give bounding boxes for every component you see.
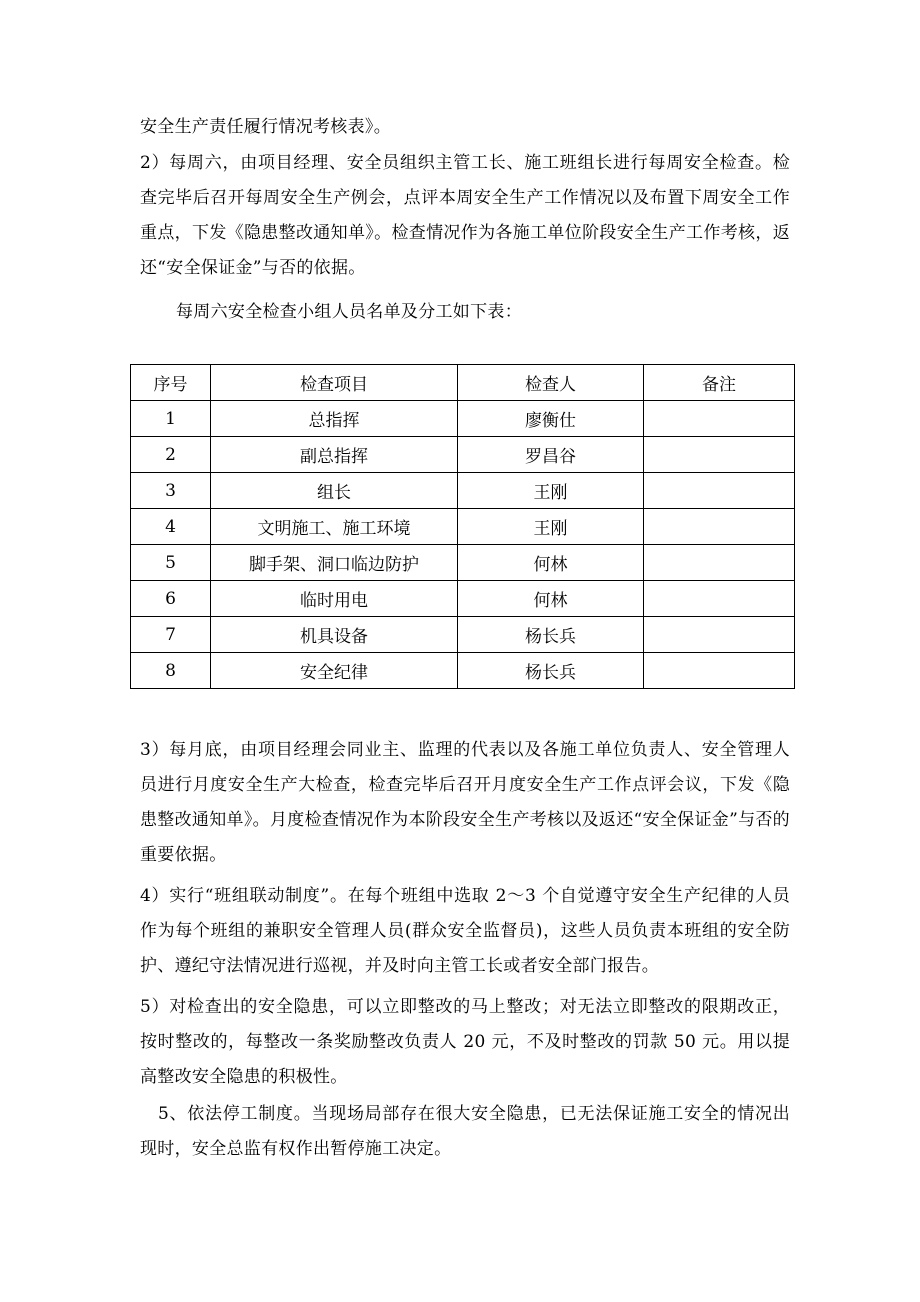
paragraph-monthly-inspection: 3）每月底，由项目经理会同业主、监理的代表以及各施工单位负责人、安全管理人员进行月度安全生产大检查，检查完毕后召开月度安全生产工作点评会议，下发《隐患整改通知单》。月度检查情况作为本阶段安全生产考核以及返还“安全保证金”与否的重要依据。 [140,740,790,865]
cell-person: 廖衡仕 [458,401,644,437]
cell-person: 王刚 [458,473,644,509]
table-row [131,437,795,473]
cell-item: 机具设备 [211,617,458,653]
cell-item: 总指挥 [211,401,458,437]
cell-seq: 5 [131,545,211,581]
header-seq: 序号 [131,365,211,401]
paragraph-assessment-form-end: 安全生产责任履行情况考核表》。 [140,117,391,137]
table-row [131,509,795,545]
cell-item: 安全纪律 [211,653,458,689]
header-person: 检查人 [458,365,644,401]
cell-seq: 4 [131,509,211,545]
paragraph-hazard-rectification: 5）对检查出的安全隐患，可以立即整改的马上整改；对无法立即整改的限期改正，按时整改的，每整改一条奖励整改负责人 20 元，不及时整改的罚款 50 元。用以提高整改安全隐患的积极性。 [140,997,790,1087]
cell-seq: 8 [131,653,211,689]
inspection-team-table [130,364,795,689]
header-item: 检查项目 [211,365,458,401]
cell-note [644,401,795,437]
cell-note [644,617,795,653]
cell-person: 何林 [458,581,644,617]
paragraph-work-stoppage: 5、依法停工制度。当现场局部存在很大安全隐患，已无法保证施工安全的情况出现时，安全总监有权作出暂停施工决定。 [140,1104,790,1159]
cell-person: 杨长兵 [458,617,644,653]
table-row [131,581,795,617]
cell-item: 脚手架、洞口临边防护 [211,545,458,581]
cell-note [644,545,795,581]
paragraph-table-intro: 每周六安全检查小组人员名单及分工如下表： [176,302,522,322]
table-header-row [131,365,795,401]
cell-item: 组长 [211,473,458,509]
paragraph-weekly-inspection: 2）每周六，由项目经理、安全员组织主管工长、施工班组长进行每周安全检查。检查完毕后召开每周安全生产例会，点评本周安全生产工作情况以及布置下周安全工作重点，下发《隐患整改通知单》。检查情况作为各施工单位阶段安全生产工作考核，返还“安全保证金”与否的依据。 [140,153,790,278]
cell-note [644,473,795,509]
cell-person: 杨长兵 [458,653,644,689]
cell-seq: 3 [131,473,211,509]
table-row [131,473,795,509]
table-row [131,401,795,437]
cell-note [644,437,795,473]
cell-person: 王刚 [458,509,644,545]
cell-seq: 2 [131,437,211,473]
header-note: 备注 [644,365,795,401]
cell-note [644,509,795,545]
paragraph-team-linkage: 4）实行“班组联动制度”。在每个班组中选取 2～3 个自觉遵守安全生产纪律的人员作为每个班组的兼职安全管理人员(群众安全监督员)，这些人员负责本班组的安全防护、遵纪守法情况进行巡视，并及时向主管工长或者安全部门报告。 [140,886,790,976]
cell-seq: 1 [131,401,211,437]
cell-note [644,581,795,617]
cell-person: 何林 [458,545,644,581]
table-row [131,653,795,689]
cell-seq: 7 [131,617,211,653]
cell-seq: 6 [131,581,211,617]
cell-item: 副总指挥 [211,437,458,473]
cell-item: 临时用电 [211,581,458,617]
cell-note [644,653,795,689]
cell-item: 文明施工、施工环境 [211,509,458,545]
table-row [131,617,795,653]
table-row [131,545,795,581]
cell-person: 罗昌谷 [458,437,644,473]
